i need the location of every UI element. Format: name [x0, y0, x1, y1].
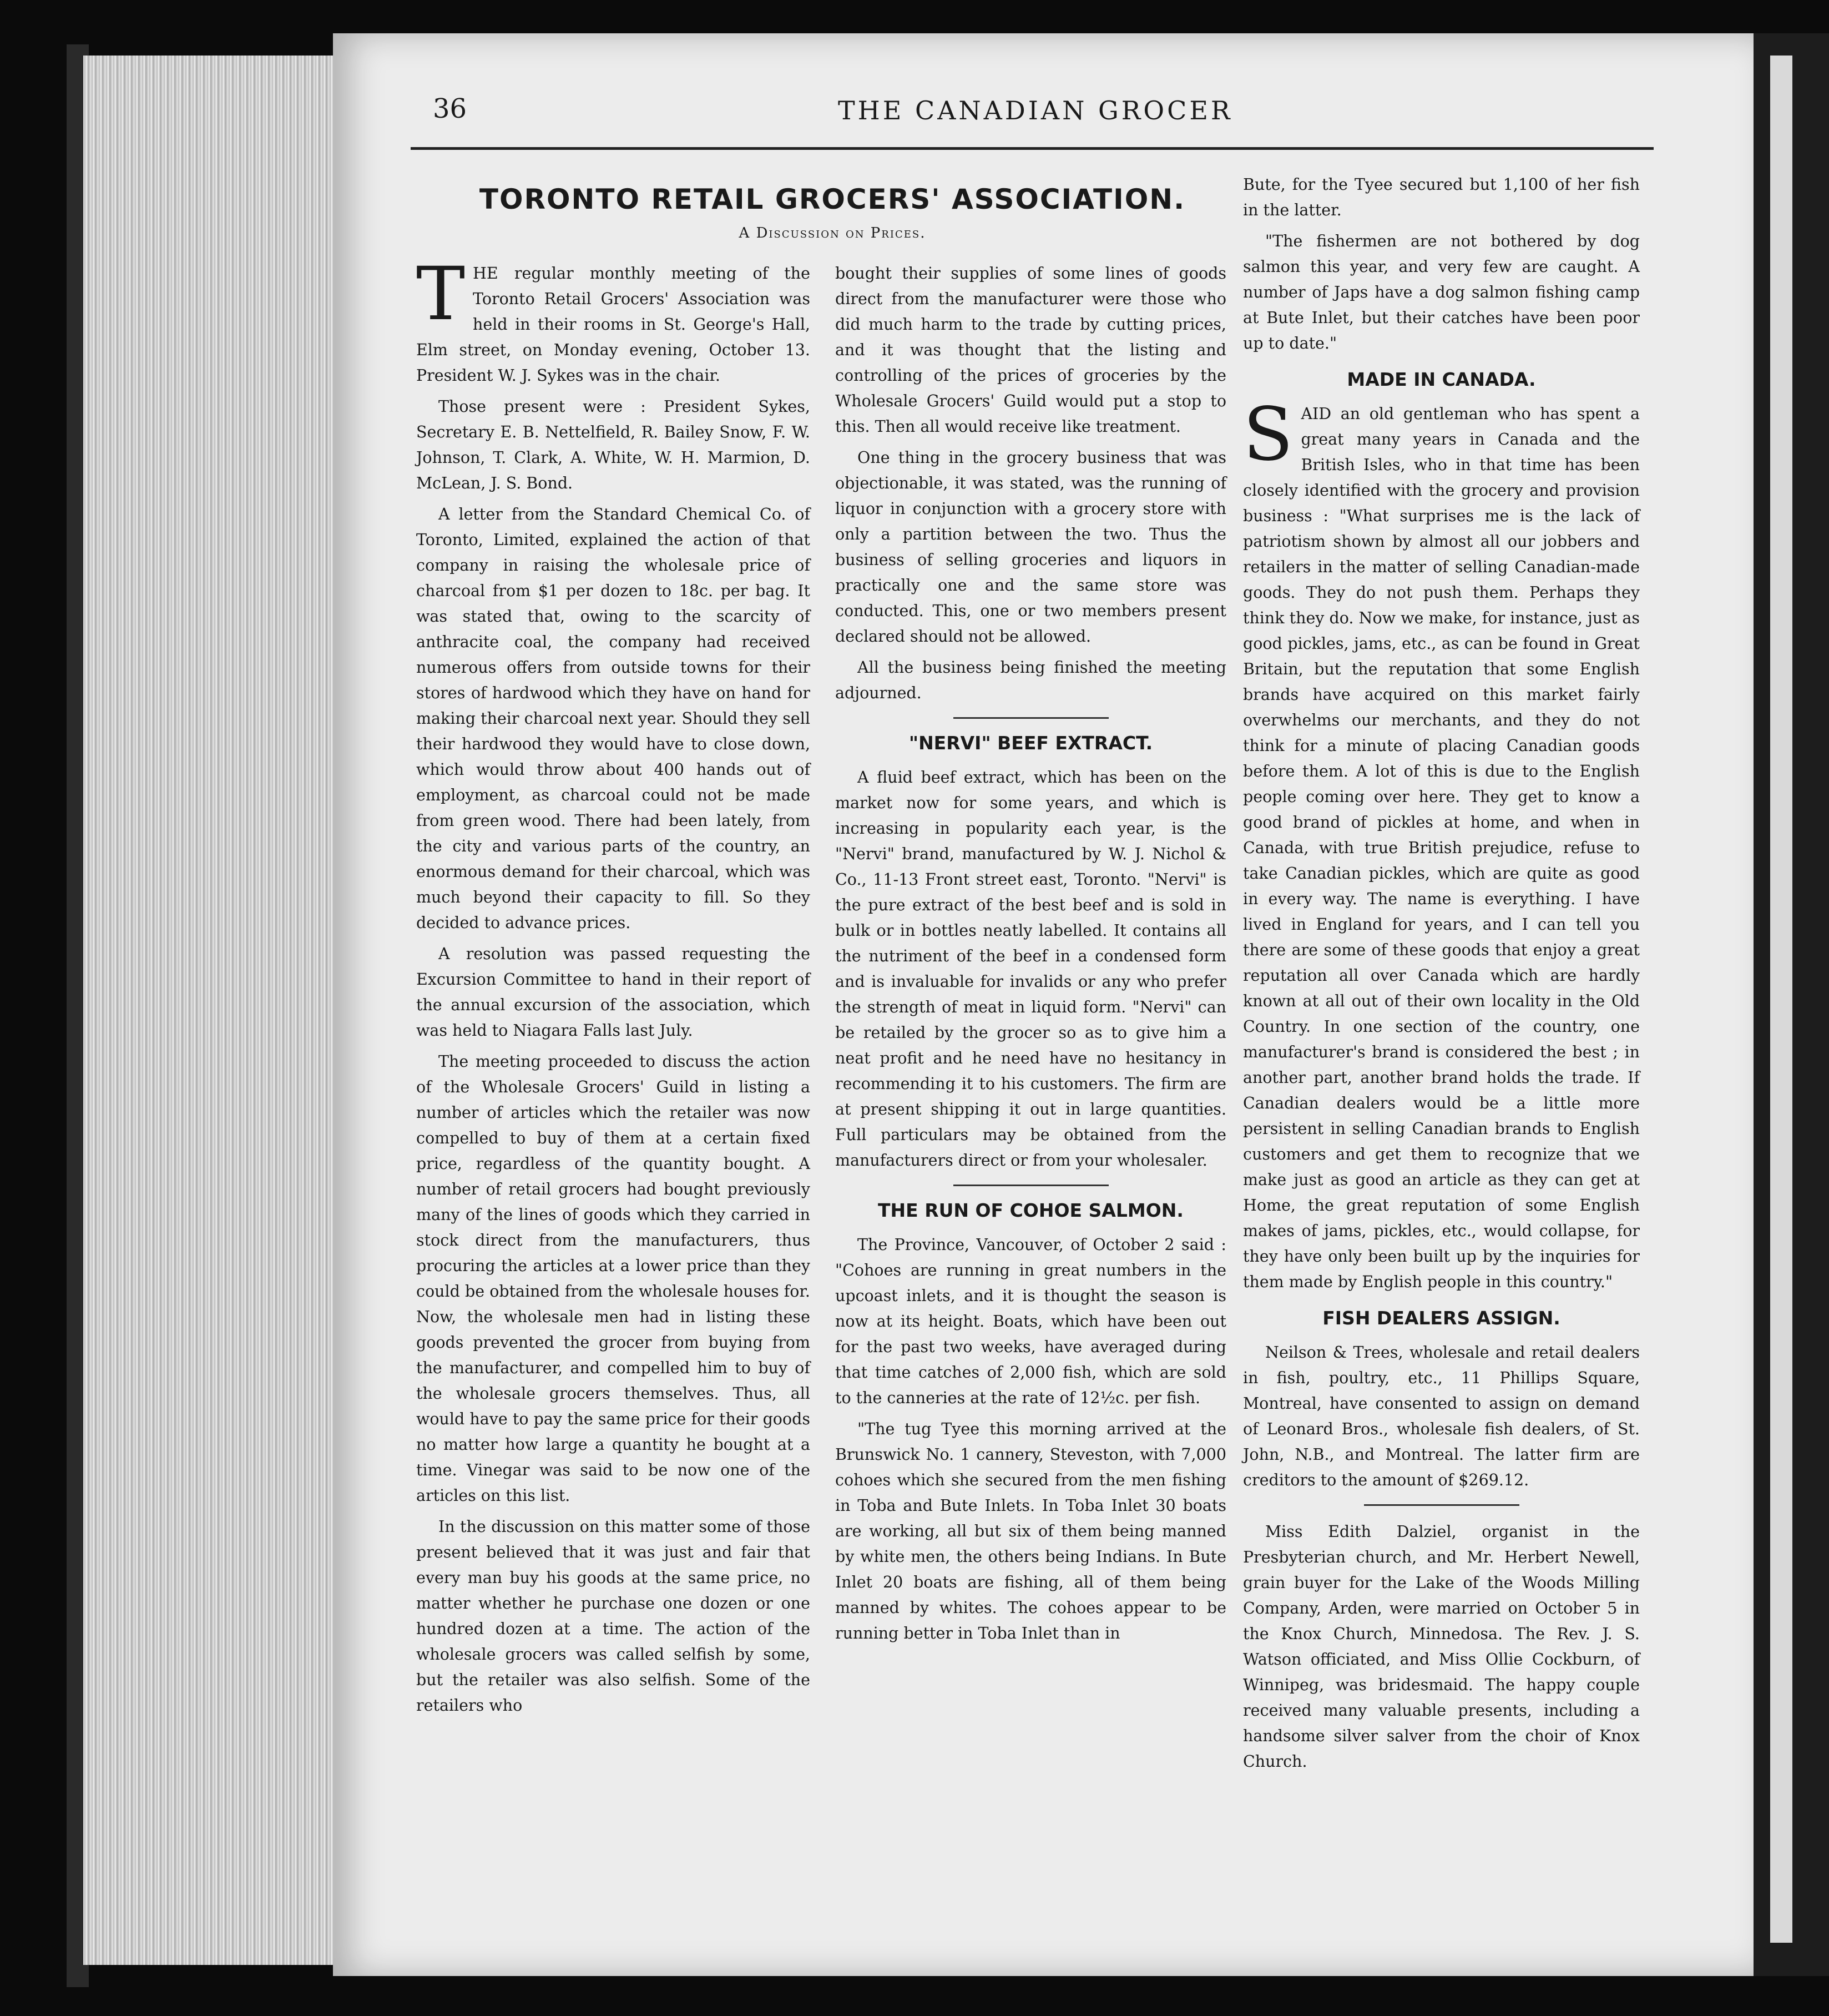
paragraph: "The fishermen are not bothered by dog salmon this year, and very few are caught. A number of Japs have a dog salmon fishing camp at Bute Inlet, but their catches have been poor up to date."	[1243, 232, 1640, 352]
paragraph: Neilson & Trees, wholesale and retail dealers in fish, poultry, etc., 11 Phillips Square, Montreal, have consented to assign on demand of Leonard Bros., wholesale fish dealers, of St. John, N.B., and Montreal. The latter firm are creditors to the amount of $269.12.	[1243, 1343, 1640, 1489]
paragraph: All the business being finished the meeting adjourned.	[835, 658, 1226, 702]
section-divider	[1364, 1504, 1519, 1506]
book-page-edges	[83, 56, 336, 1965]
drop-cap: S	[1243, 392, 1294, 477]
running-title: THE CANADIAN GROCER	[838, 95, 1233, 125]
section-divider	[953, 717, 1109, 719]
section-heading: FISH DEALERS ASSIGN.	[1322, 1307, 1560, 1329]
page	[333, 33, 1754, 1976]
right-page-edge	[1748, 33, 1829, 1976]
drop-cap: T	[416, 251, 466, 337]
paragraph: The Province, Vancouver, of October 2 said : "Cohoes are running in great numbers in the upcoast inlets, and it is thought the season is now at its height. Boats, which have been out for the past two weeks, have averaged during that time catches of 2,000 fish, which are sold to the canneries at the rate of 12½c. per fish.	[835, 1236, 1226, 1407]
paragraph: The meeting proceeded to discuss the action of the Wholesale Grocers' Guild in listing a number of articles which the retailer was now compelled to buy of them at a certain fixed price, regardless of the quantity bought. A number of retail grocers had bought previously many of the lines of goods which they carried in stock direct from the manufacturers, thus procuring the articles at a lower price than they could be obtained from the wholesale houses for. Now, the wholesale men had in listing these goods prevented the grocer from buying from the manufacturer, and compelled him to buy of the wholesale grocers themselves. Thus, all would have to pay the same price for their goods no matter how large a quantity he bought at a time. Vinegar was said to be now one of the articles on this list.	[416, 1052, 810, 1505]
paragraph: Bute, for the Tyee secured but 1,100 of her fish in the latter.	[1243, 175, 1640, 219]
section-heading: MADE IN CANADA.	[1347, 369, 1536, 390]
paragraph: One thing in the grocery business that was objectionable, it was stated, was the running of liquor in conjunction with a grocery store with only a partition between the two. Thus the business of selling groceries and liquors in practically one and the same store was conducted. This, one or two members present declared should not be allowed.	[835, 448, 1226, 646]
column-1	[416, 251, 810, 1724]
column-2	[835, 261, 1226, 1652]
article-title: TORONTO RETAIL GROCERS' ASSOCIATION.	[479, 183, 1186, 215]
section-divider	[953, 1185, 1109, 1186]
paragraph: Those present were : President Sykes, Secretary E. B. Nettelfield, R. Bailey Snow, F. W. Johnson, T. Clark, A. White, W. H. Marmion, D. McLean, J. S. Bond.	[416, 397, 810, 492]
paragraph: A resolution was passed requesting the Excursion Committee to hand in their report of the annual excursion of the association, which was held to Niagara Falls last July.	[416, 945, 810, 1040]
paragraph: Miss Edith Dalziel, organist in the Presbyterian church, and Mr. Herbert Newell, grain buyer for the Lake of the Woods Milling Company, Arden, were married on October 5 in the Knox Church, Minnedosa. The Rev. J. S. Watson officiated, and Miss Ollie Cockburn, of Winnipeg, was bridesmaid. The happy couple received many valuable presents, including a handsome silver salver from the choir of Knox Church.	[1243, 1523, 1640, 1771]
section-heading: THE RUN OF COHOE SALMON.	[878, 1199, 1184, 1221]
paragraph: In the discussion on this matter some of those present believed that it was just and fair that every man buy his goods at the same price, no matter whether he purchase one dozen or one hundred dozen at a time. The action of the wholesale grocers was called selfish by some, but the retailer was also selfish. Some of the retailers who	[416, 1518, 810, 1715]
paragraph: A fluid beef extract, which has been on the market now for some years, and which is increasing in popularity each year, is the "Nervi" brand, manufactured by W. J. Nichol & Co., 11-13 Front street east, Toronto. "Nervi" is the pure extract of the best beef and is sold in bulk or in bottles neatly labelled. It contains all the nutriment of the beef in a condensed form and is invaluable for invalids or any who prefer the strength of meat in liquid form. "Nervi" can be retailed by the grocer so as to give him a neat profit and he need have no hesitancy in recommending it to his customers. The firm are at present shipping it out in large quantities. Full particulars may be obtained from the manufacturers direct or from your wholesaler.	[835, 768, 1226, 1170]
paragraph: A letter from the Standard Chemical Co. of Toronto, Limited, explained the action of that company in raising the wholesale price of charcoal from $1 per dozen to 18c. per bag. It was stated that, owing to the scarcity of anthracite coal, the company had received numerous offers from outside towns for their stores of hardwood which they have on hand for making their charcoal next year. Should they sell their hardwood they would have to close down, which would throw about 400 hands out of employment, as charcoal could not be made from green wood. There had been lately, from the city and various parts of the country, an enormous demand for their charcoal, which was much beyond their capacity to fill. So they decided to advance prices.	[416, 505, 810, 932]
page-number: 36	[433, 93, 467, 124]
paragraph: SAID an old gentleman who has spent a great many years in Canada and the British Isles, who in that time has been closely identified with the grocery and provision business : "What surprises me is the lack of patriotism shown by almost all our jobbers and retailers in the matter of selling Canadian-made goods. They do not push them. Perhaps they think they do. Now we make, for instance, just as good pickles, jams, etc., as can be found in Great Britain, but the reputation that some English brands have acquired on this market fairly overwhelms our merchants, and they do not think for a minute of placing Canadian goods before them. A lot of this is due to the English people coming over here. They get to know a good brand of pickles at home, and when in Canada, with true British prejudice, refuse to take Canadian pickles, which are quite as good in every way. The name is everything. I have lived in England for years, and I can tell you there are some of these goods that enjoy a great reputation all over Canada which are hardly known at all out of their own locality in the Old Country. In one section of the country, one manufacturer's brand is considered the best ; in another part, another brand holds the trade. If Canadian dealers would be a little more persistent in selling Canadian brands to English customers and get them to recognize that we make just as good an article as they can get at Home, the great reputation of some English makes of jams, pickles, etc., would collapse, for they have only been built up by the inquiries for them made by English people in this country."	[1243, 392, 1640, 1291]
section-heading: "NERVI" BEEF EXTRACT.	[908, 732, 1153, 754]
paragraph: bought their supplies of some lines of goods direct from the manufacturer were those who did much harm to the trade by cutting prices, and it was thought that the listing and controlling of the prices of groceries by the Wholesale Grocers' Guild would put a stop to this. Then all would receive like treatment.	[835, 264, 1226, 436]
column-3	[1243, 172, 1640, 1780]
article-subtitle: A Discussion on Prices.	[739, 225, 926, 241]
header-rule	[411, 147, 1654, 150]
paragraph: "The tug Tyee this morning arrived at the Brunswick No. 1 cannery, Steveston, with 7,000 cohoes which she secured from the men fishing in Toba and Bute Inlets. In Toba Inlet 30 boats are working, all but six of them being manned by white men, the others being Indians. In Bute Inlet 20 boats are fishing, all of them being manned by whites. The cohoes appear to be running better in Toba Inlet than in	[835, 1420, 1226, 1642]
paragraph: THE regular monthly meeting of the Toronto Retail Grocers' Association was held in their rooms in St. George's Hall, Elm street, on Monday evening, October 13. President W. J. Sykes was in the chair.	[416, 251, 810, 385]
